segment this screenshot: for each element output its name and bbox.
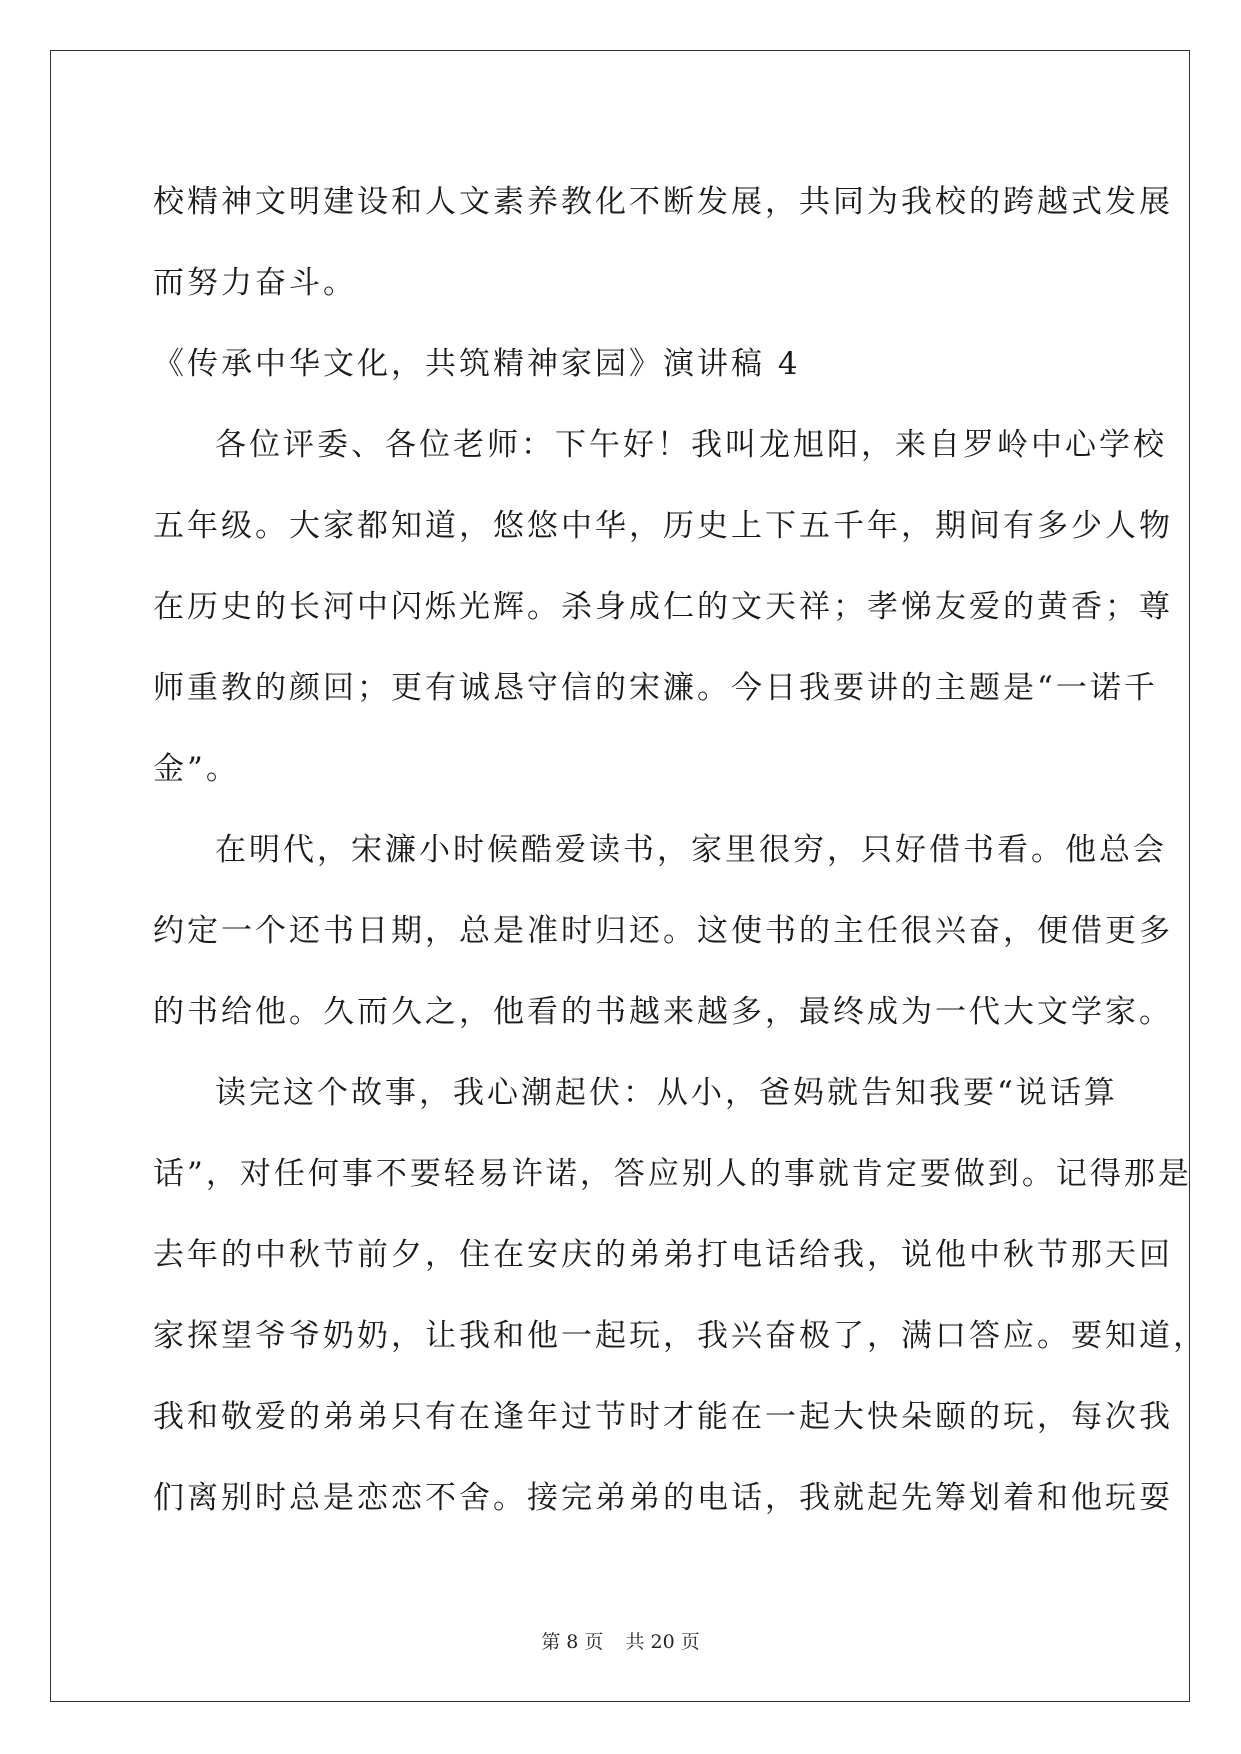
text-line: 校精神文明建设和人文素养教化不断发展，共同为我校的跨越式发展 bbox=[153, 184, 1173, 220]
text-line: 在明代，宋濂小时候酷爱读书，家里很穷，只好借书看。他总会 bbox=[215, 832, 1167, 868]
text-line: 五年级。大家都知道，悠悠中华，历史上下五千年，期间有多少人物 bbox=[153, 508, 1173, 544]
document-body bbox=[153, 162, 1207, 1539]
text-line: 们离别时总是恋恋不舍。接完弟弟的电话，我就起先筹划着和他玩耍 bbox=[153, 1480, 1173, 1516]
text-line: 在历史的长河中闪烁光辉。杀身成仁的文天祥；孝悌友爱的黄香；尊 bbox=[153, 589, 1173, 625]
text-line: 而努力奋斗。 bbox=[153, 265, 357, 301]
text-line: 约定一个还书日期，总是准时归还。这使书的主任很兴奋，便借更多 bbox=[153, 913, 1173, 949]
section-heading: 《传承中华文化，共筑精神家园》演讲稿 4 bbox=[153, 346, 801, 382]
page-number: 第 8 页 bbox=[541, 1631, 604, 1653]
text-line: 家探望爷爷奶奶，让我和他一起玩，我兴奋极了，满口答应。要知道， bbox=[153, 1318, 1207, 1354]
text-line: 读完这个故事，我心潮起伏：从小，爸妈就告知我要“说话算 bbox=[215, 1075, 1118, 1111]
text-line: 去年的中秋节前夕，住在安庆的弟弟打电话给我，说他中秋节那天回 bbox=[153, 1237, 1173, 1273]
text-line: 话”，对任何事不要轻易许诺，答应别人的事就肯定要做到。记得那是 bbox=[153, 1156, 1192, 1192]
text-line: 我和敬爱的弟弟只有在逢年过节时才能在一起大快朵颐的玩，每次我 bbox=[153, 1399, 1173, 1435]
text-line: 师重教的颜回；更有诚恳守信的宋濂。今日我要讲的主题是“一诺千 bbox=[153, 670, 1158, 706]
page-total: 共 20 页 bbox=[625, 1631, 700, 1653]
text-line: 的书给他。久而久之，他看的书越来越多，最终成为一代大文学家。 bbox=[153, 994, 1173, 1030]
text-line: 各位评委、各位老师：下午好！我叫龙旭阳，来自罗岭中心学校 bbox=[215, 427, 1167, 463]
page-footer bbox=[0, 1627, 1241, 1654]
text-line: 金”。 bbox=[153, 751, 240, 787]
